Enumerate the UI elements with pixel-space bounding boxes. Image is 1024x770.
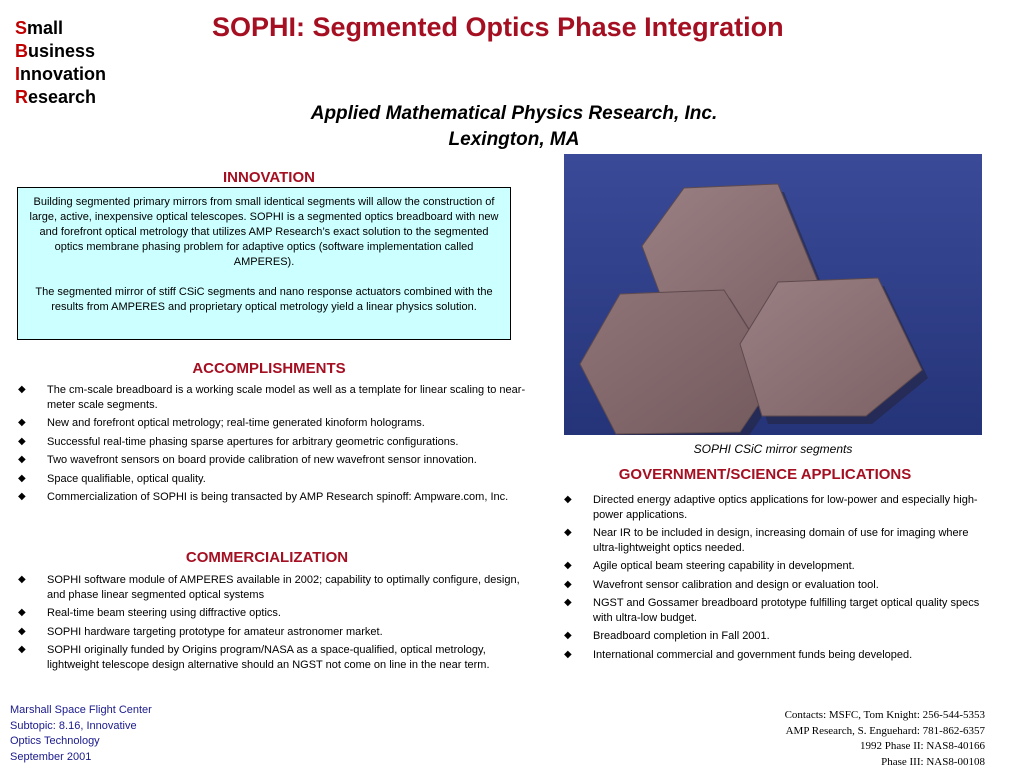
innovation-heading: INNOVATION: [17, 169, 521, 186]
innovation-paragraph-2: The segmented mirror of stiff CSiC segments and nano response actuators combined with the results from AMPERES and proprietary optical metrology yield a linear physics solution.: [24, 285, 504, 315]
page-title: SOPHI: Segmented Optics Phase Integration: [212, 12, 784, 43]
mirror-segments-photo: [564, 154, 982, 435]
footer-right-line: Phase III: NAS8-00108: [785, 755, 985, 770]
footer-left-line: September 2001: [10, 750, 152, 766]
company-location: Lexington, MA: [0, 127, 1024, 153]
applications-heading: GOVERNMENT/SCIENCE APPLICATIONS: [565, 466, 965, 483]
list-item: ◆ NGST and Gossamer breadboard prototype fulfilling target optical quality specs with ultra-low budget.: [564, 596, 994, 625]
list-item: ◆ Near IR to be included in design, increasing domain of use for imaging where ultra-lightweight optics needed.: [564, 526, 994, 555]
footer-msfc-info: [10, 703, 152, 765]
commercialization-heading: COMMERCIALIZATION: [17, 549, 517, 566]
footer-right-line: Contacts: MSFC, Tom Knight: 256-544-5353: [785, 708, 985, 724]
footer-left-line: Subtopic: 8.16, Innovative: [10, 719, 152, 735]
list-item: ◆ Wavefront sensor calibration and design or evaluation tool.: [564, 578, 994, 593]
list-item: ◆ Successful real-time phasing sparse apertures for arbitrary geometric configurations.: [18, 435, 533, 450]
list-item: ◆ SOPHI software module of AMPERES available in 2002; capability to optimally configure, design, and phase linear segmented optical systems: [18, 573, 533, 602]
diamond-bullet-icon: ◆: [564, 493, 572, 508]
diamond-bullet-icon: ◆: [564, 648, 572, 663]
diamond-bullet-icon: ◆: [18, 453, 26, 468]
list-item: ◆ Real-time beam steering using diffractive optics.: [18, 606, 533, 621]
accomplishments-list: [18, 383, 533, 509]
footer-left-line: Marshall Space Flight Center: [10, 703, 152, 719]
accomplishments-heading: ACCOMPLISHMENTS: [17, 360, 521, 377]
company-subtitle: [0, 101, 1024, 153]
list-item: ◆ Two wavefront sensors on board provide calibration of new wavefront sensor innovation.: [18, 453, 533, 468]
diamond-bullet-icon: ◆: [564, 526, 572, 541]
sbir-line-business: Business: [15, 40, 106, 63]
diamond-bullet-icon: ◆: [18, 416, 26, 431]
diamond-bullet-icon: ◆: [564, 559, 572, 574]
diamond-bullet-icon: ◆: [18, 435, 26, 450]
diamond-bullet-icon: ◆: [18, 643, 26, 658]
applications-list: [564, 493, 994, 666]
company-name: Applied Mathematical Physics Research, Inc.: [0, 101, 1024, 127]
diamond-bullet-icon: ◆: [18, 383, 26, 398]
innovation-paragraph-1: Building segmented primary mirrors from small identical segments will allow the construction of large, active, inexpensive optical telescopes. SOPHI is a segmented optics breadboard with new and forefront optical metrology that utilizes AMP Research’s exact solution to the segmented optics membrane phasing problem for adaptive optics (software implementation called AMPERES).: [24, 195, 504, 270]
list-item: ◆ Space qualifiable, optical quality.: [18, 472, 533, 487]
diamond-bullet-icon: ◆: [18, 573, 26, 588]
diamond-bullet-icon: ◆: [564, 596, 572, 611]
list-item: ◆ Commercialization of SOPHI is being transacted by AMP Research spinoff: Ampware.com, Inc.: [18, 490, 533, 505]
footer-left-line: Optics Technology: [10, 734, 152, 750]
diamond-bullet-icon: ◆: [18, 625, 26, 640]
footer-contacts: [785, 708, 985, 770]
innovation-box: [17, 187, 511, 340]
mirror-segments-illustration: [564, 154, 982, 435]
sbir-label: [15, 17, 106, 109]
photo-caption: SOPHI CSiC mirror segments: [564, 442, 982, 456]
sbir-line-research: Research: [15, 86, 106, 109]
list-item: ◆ New and forefront optical metrology; real-time generated kinoform holograms.: [18, 416, 533, 431]
sbir-line-innovation: Innovation: [15, 63, 106, 86]
commercialization-list: [18, 573, 533, 676]
footer-right-line: 1992 Phase II: NAS8-40166: [785, 739, 985, 755]
sbir-line-small: Small: [15, 17, 106, 40]
list-item: ◆ Directed energy adaptive optics applications for low-power and especially high-power applications.: [564, 493, 994, 522]
list-item: ◆ SOPHI hardware targeting prototype for amateur astronomer market.: [18, 625, 533, 640]
diamond-bullet-icon: ◆: [18, 490, 26, 505]
diamond-bullet-icon: ◆: [564, 578, 572, 593]
list-item: ◆ International commercial and government funds being developed.: [564, 648, 994, 663]
diamond-bullet-icon: ◆: [18, 606, 26, 621]
list-item: ◆ Agile optical beam steering capability in development.: [564, 559, 994, 574]
diamond-bullet-icon: ◆: [564, 629, 572, 644]
diamond-bullet-icon: ◆: [18, 472, 26, 487]
list-item: ◆ The cm-scale breadboard is a working scale model as well as a template for linear scaling to near-meter scale segments.: [18, 383, 533, 412]
list-item: ◆ Breadboard completion in Fall 2001.: [564, 629, 994, 644]
footer-right-line: AMP Research, S. Enguehard: 781-862-6357: [785, 724, 985, 740]
list-item: ◆ SOPHI originally funded by Origins program/NASA as a space-qualified, optical metrology, lightweight telescope design alternative should an NGST not come on line in the near term.: [18, 643, 533, 672]
